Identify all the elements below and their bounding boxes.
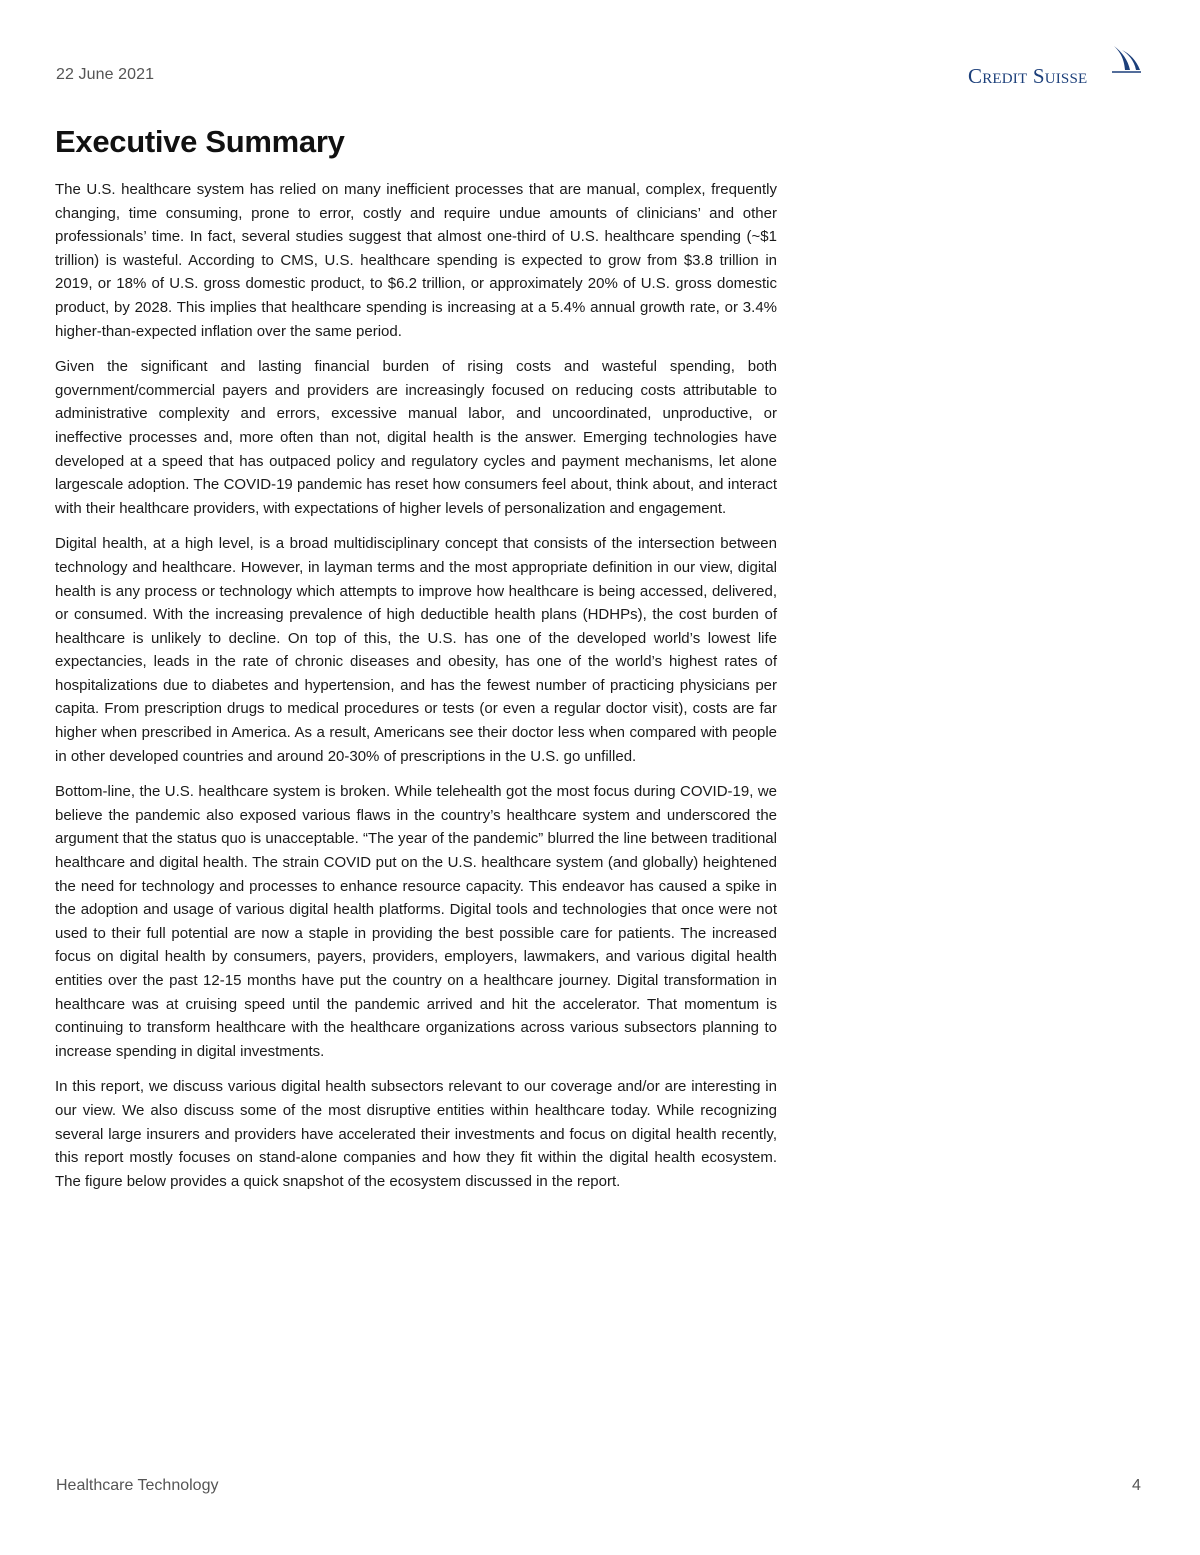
paragraph-2: Given the significant and lasting financial burden of rising costs and wasteful spending, both government/commercial payers and providers are increasingly focused on reducing costs attributable to administrative complexity and errors, excessive manual labor, and uncoordinated, unproductive, or ineffective processes and, more often than not, digital health is the answer. Emerging technologies have developed at a speed that has outpaced policy and regulatory cycles and payment mechanisms, let alone largescale adoption. The COVID-19 pandemic has reset how consumers feel about, think about, and interact with their healthcare providers, with expectations of higher levels of personalization and engagement. xyxy=(55,358,777,517)
page-title: Executive Summary xyxy=(55,124,345,159)
paragraph-3: Digital health, at a high level, is a broad multidisciplinary concept that consists of the intersection between technology and healthcare. However, in layman terms and the most appropriate definition in our view, digital health is any process or technology which attempts to improve how healthcare is being accessed, delivered, or consumed. With the increasing prevalence of high deductible health plans (HDHPs), the cost burden of healthcare is unlikely to decline. On top of this, the U.S. has one of the developed world’s lowest life expectancies, leads in the rate of chronic diseases and obesity, has one of the world’s highest rates of hospitalizations due to diabetes and hypertension, and has the fewest number of practicing physicians per capita. From prescription drugs to medical procedures or tests (or even a regular doctor visit), costs are far higher when prescribed in America. As a result, Americans see their doctor less when compared with people in other developed countries and around 20-30% of prescriptions in the U.S. go unfilled. xyxy=(55,535,777,765)
paragraph-1: The U.S. healthcare system has relied on many inefficient processes that are manual, complex, frequently changing, time consuming, prone to error, costly and require undue amounts of clinicians’ and other professionals’ time. In fact, several studies suggest that almost one-third of U.S. healthcare spending (~$1 trillion) is wasteful. According to CMS, U.S. healthcare spending is expected to grow from $3.8 trillion in 2019, or 18% of U.S. gross domestic product, to $6.2 trillion, or approximately 20% of U.S. gross domestic product, by 2028. This implies that healthcare spending is increasing at a 5.4% annual growth rate, or 3.4% higher-than-expected inflation over the same period. xyxy=(55,181,777,340)
summary-body xyxy=(55,178,777,1205)
footer-section-name: Healthcare Technology xyxy=(56,1477,219,1494)
paragraph-5: In this report, we discuss various digital health subsectors relevant to our coverage and/or are interesting in our view. We also discuss some of the most disruptive entities within healthcare today. While recognizing several large insurers and providers have accelerated their investments and focus on digital health recently, this report mostly focuses on stand-alone companies and how they fit within the digital health ecosystem. The figure below provides a quick snapshot of the ecosystem discussed in the report. xyxy=(55,1078,777,1190)
report-date: 22 June 2021 xyxy=(56,66,155,83)
credit-suisse-logo xyxy=(968,44,1146,88)
paragraph-4: Bottom-line, the U.S. healthcare system is broken. While telehealth got the most focus during COVID-19, we believe the pandemic also exposed various flaws in the country’s healthcare system and underscored the argument that the status quo is unacceptable. “The year of the pandemic” blurred the line between traditional healthcare and digital health. The strain COVID put on the U.S. healthcare system (and globally) heightened the need for technology and processes to enhance resource capacity. This endeavor has caused a spike in the adoption and usage of various digital health platforms. Digital tools and technologies that once were not used to their full potential are now a staple in providing the best possible care for patients. The increased focus on digital health by consumers, payers, providers, employers, lawmakers, and various digital health entities over the past 12-15 months have put the country on a healthcare journey. Digital transformation in healthcare was at cruising speed until the pandemic arrived and hit the accelerator. That momentum is continuing to transform healthcare with the healthcare organizations across various subsectors planning to increase spending in digital investments. xyxy=(55,783,777,1060)
sails-icon xyxy=(1110,44,1142,74)
logo-wordmark: Credit Suisse xyxy=(968,64,1088,88)
footer-page-number: 4 xyxy=(1132,1477,1141,1494)
